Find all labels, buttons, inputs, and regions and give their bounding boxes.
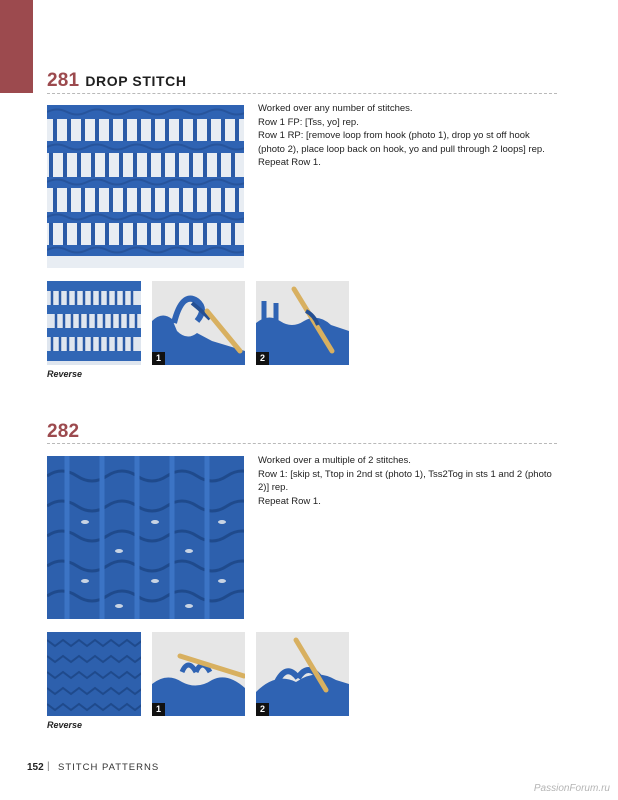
step-photo-2 [256,281,349,365]
pattern-instructions [258,454,558,508]
section-number: 282 [47,421,80,442]
step-photo-2 [256,632,349,716]
section-divider [47,93,557,94]
pattern-instructions [258,102,558,170]
step-photo-1 [152,632,245,716]
instruction-line: Row 1 RP: [remove loop from hook (photo 1), drop yo st off hook (photo 2), place loop back on hook, yo and pull through 2 loops] rep. [258,130,545,155]
section-title: DROP STITCH [85,73,187,89]
instruction-line: Row 1: [skip st, Ttop in 2nd st (photo 1), Tss2Tog in sts 1 and 2 (photo 2)] rep. [258,468,552,493]
footer-separator: | [47,761,50,772]
reverse-swatch-image [47,632,141,716]
instruction-line: Repeat Row 1. [258,157,321,168]
instruction-line: Worked over a multiple of 2 stitches. [258,455,411,466]
watermark: PassionForum.ru [533,783,610,794]
section-divider [47,443,557,444]
step-photo-1 [152,281,245,365]
reverse-swatch-image [47,281,141,365]
reverse-caption: Reverse [47,720,83,730]
drop-stitch-swatch-image [47,105,244,268]
corner-tab [0,0,33,93]
step-number-badge: 2 [256,352,269,365]
step-number-badge: 1 [152,352,165,365]
footer-section-title: STITCH PATTERNS [58,762,160,773]
instruction-line: Row 1 FP: [Tss, yo] rep. [258,116,359,128]
stitch-swatch-image [47,456,244,619]
step-number-badge: 1 [152,703,165,716]
section-number: 281 [47,70,80,91]
step-number-badge: 2 [256,703,269,716]
page-number: 152 [27,762,44,773]
reverse-caption: Reverse [47,369,83,379]
instruction-line: Worked over any number of stitches. [258,103,413,114]
instruction-line: Repeat Row 1. [258,495,321,507]
